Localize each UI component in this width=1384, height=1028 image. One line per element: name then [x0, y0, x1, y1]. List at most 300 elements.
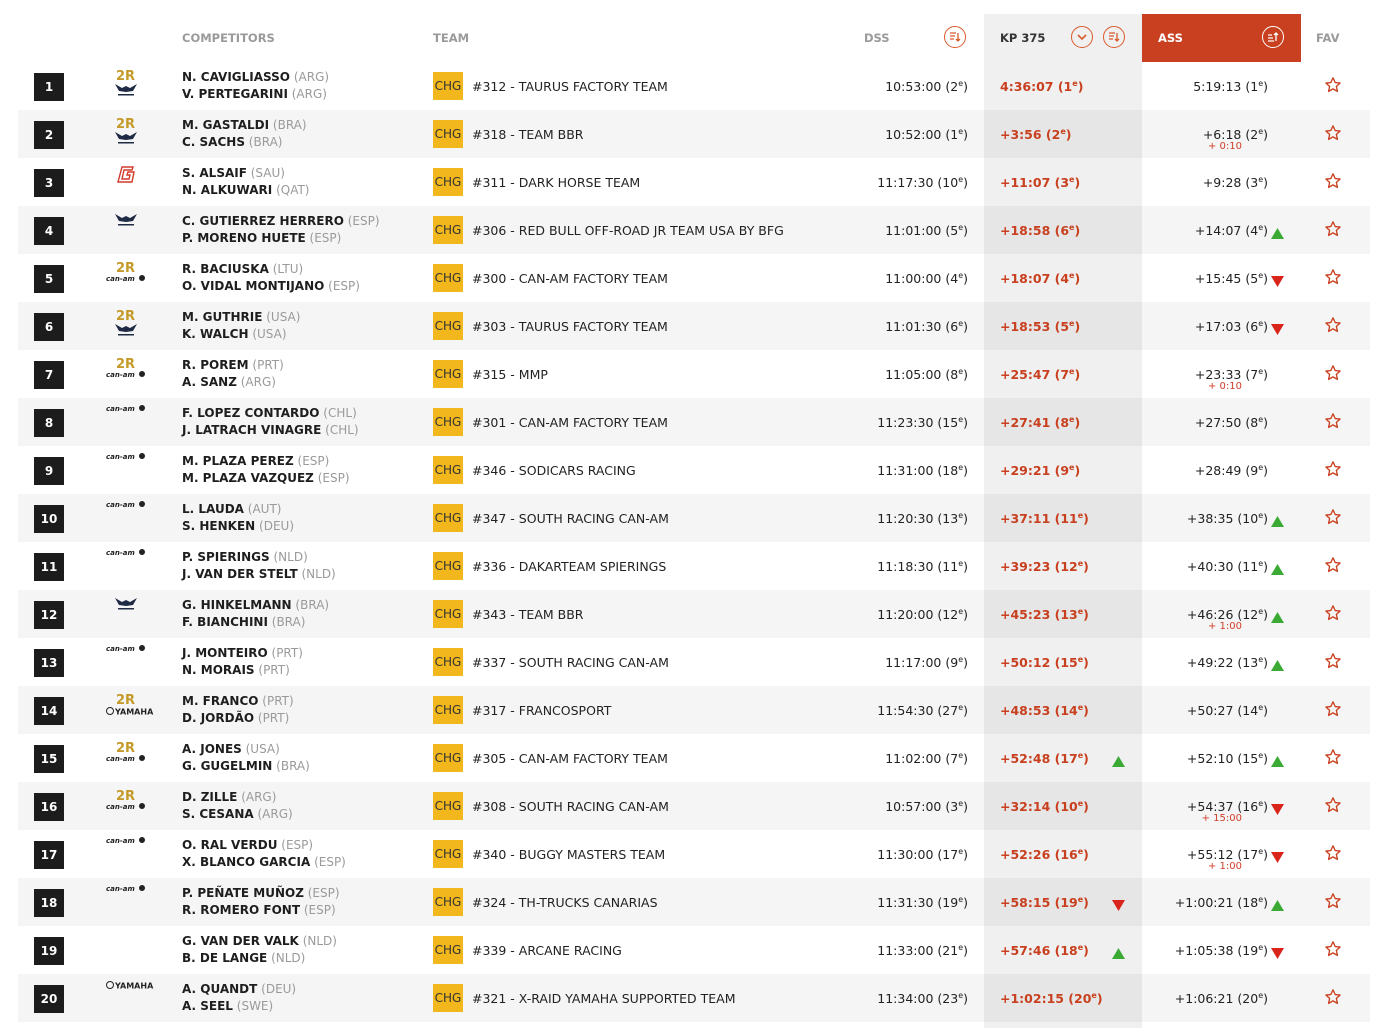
svg-text:can-am: can-am: [106, 453, 135, 461]
rank-suffix: e: [958, 703, 964, 712]
favorite-star-icon[interactable]: [1324, 652, 1342, 674]
rank-close: ): [963, 319, 968, 335]
class-badge: CHG: [433, 504, 463, 532]
codriver-name[interactable]: F. BIANCHINI: [182, 615, 268, 629]
team-logos: [106, 500, 142, 536]
codriver-name[interactable]: S. CESANA: [182, 807, 254, 821]
codriver-country: (BRA): [248, 135, 283, 149]
rank-suffix: e: [958, 463, 964, 472]
position-badge: 2: [34, 121, 64, 149]
svg-text:can-am: can-am: [106, 755, 135, 763]
driver-name[interactable]: P. PEÑATE MUÑOZ: [182, 886, 304, 900]
driver-name[interactable]: R. POREM: [182, 358, 249, 372]
dss-time: 10:57:00 (3e): [885, 799, 968, 815]
team-logos: [110, 596, 142, 632]
codriver-country: (ESP): [328, 279, 360, 293]
svg-text:YAMAHA: YAMAHA: [115, 981, 154, 991]
rank-close: ): [1083, 895, 1089, 911]
team-name[interactable]: #343 - TEAM BBR: [472, 607, 584, 622]
team-name[interactable]: #305 - CAN-AM FACTORY TEAM: [472, 751, 668, 766]
codriver-name[interactable]: S. HENKEN: [182, 519, 256, 533]
ass-trend-up-icon: [1271, 752, 1284, 771]
svg-text:can-am: can-am: [106, 275, 135, 283]
dss-time: 11:02:00 (7e): [885, 751, 968, 767]
rank-close: ): [963, 607, 968, 623]
svg-text:2R: 2R: [116, 261, 136, 276]
team-logos: [106, 452, 142, 488]
driver-country: (PRT): [271, 646, 303, 660]
codriver-line: [182, 614, 329, 631]
codriver-name[interactable]: R. ROMERO FONT: [182, 903, 301, 917]
position-badge: 7: [34, 361, 64, 389]
ass-time: +1:00:21 (18e): [1174, 895, 1268, 911]
team-logos: [110, 980, 154, 1016]
competitors-header: COMPETITORS: [182, 31, 275, 45]
table-row[interactable]: [18, 446, 1370, 494]
dss-time: 11:23:30 (15e): [877, 415, 968, 431]
driver-country: (BRA): [272, 118, 307, 132]
kp375-time: +18:53 (5e): [1000, 319, 1081, 335]
g-brand-logo-icon: [110, 164, 142, 184]
rank-close: ): [963, 463, 968, 479]
table-row[interactable]: [18, 494, 1370, 542]
ass-time: +54:37 (16e): [1186, 799, 1268, 815]
ass-trend-up-icon: [1271, 656, 1284, 675]
rank-close: ): [963, 847, 968, 863]
ass-time: +38:35 (10e): [1186, 511, 1268, 527]
rank-suffix: e: [1077, 559, 1084, 568]
dss-header[interactable]: DSS: [864, 31, 890, 45]
favorite-star-icon[interactable]: [1324, 844, 1342, 866]
dss-time: 11:00:00 (4e): [885, 271, 968, 287]
kp375-time: +48:53 (14e): [1000, 703, 1089, 719]
driver-name[interactable]: A. QUANDT: [182, 982, 258, 996]
2r-logo-icon: [110, 356, 142, 370]
codriver-name[interactable]: V. PERTEGARINI: [182, 87, 288, 101]
table-row[interactable]: [18, 686, 1370, 734]
position-badge: 10: [34, 505, 64, 533]
ass-time: +1:05:38 (19e): [1174, 943, 1268, 959]
crew-names: [182, 597, 329, 631]
kp375-time: +39:23 (12e): [1000, 559, 1089, 575]
team-logos: [106, 740, 142, 776]
driver-name[interactable]: M. FRANCO: [182, 694, 259, 708]
favorite-star-icon[interactable]: [1324, 700, 1342, 722]
kp375-time: +11:07 (3e): [1000, 175, 1081, 191]
rank-close: ): [1263, 175, 1268, 191]
ass-time: +14:07 (4e): [1194, 223, 1268, 239]
position-badge: 3: [34, 169, 64, 197]
position-badge: 11: [34, 553, 64, 581]
rank-suffix: e: [1069, 223, 1075, 232]
svg-text:can-am: can-am: [106, 371, 135, 379]
rank-suffix: e: [1258, 655, 1264, 664]
driver-line: [182, 69, 329, 86]
dss-time: 11:01:00 (5e): [885, 223, 968, 239]
rank-close: ): [1083, 607, 1089, 623]
team-name[interactable]: #317 - FRANCOSPORT: [472, 703, 612, 718]
team-name[interactable]: #303 - TAURUS FACTORY TEAM: [472, 319, 668, 334]
rank-close: ): [1263, 703, 1268, 719]
team-logos: [106, 260, 142, 296]
table-row[interactable]: [18, 542, 1370, 590]
class-badge: CHG: [433, 312, 463, 340]
driver-country: (PRT): [262, 694, 294, 708]
dss-sort-icon[interactable]: [944, 26, 966, 48]
codriver-line: [182, 710, 294, 727]
driver-name[interactable]: P. SPIERINGS: [182, 550, 270, 564]
driver-country: (AUT): [247, 502, 282, 516]
codriver-name[interactable]: O. VIDAL MONTIJANO: [182, 279, 325, 293]
team-name[interactable]: #300 - CAN-AM FACTORY TEAM: [472, 271, 668, 286]
table-row[interactable]: [18, 590, 1370, 638]
table-row[interactable]: [18, 734, 1370, 782]
2r-logo-icon: [110, 116, 142, 130]
table-row[interactable]: [18, 110, 1370, 158]
rank-close: ): [1263, 655, 1268, 671]
rank-suffix: e: [1069, 175, 1075, 184]
codriver-name[interactable]: J. VAN DER STELT: [182, 567, 298, 581]
driver-line: [182, 501, 294, 518]
rank-close: ): [1083, 559, 1089, 575]
driver-country: (USA): [245, 742, 280, 756]
rank-suffix: e: [1091, 991, 1097, 1000]
driver-line: [182, 357, 284, 374]
team-name[interactable]: #321 - X-RAID YAMAHA SUPPORTED TEAM: [472, 991, 736, 1006]
codriver-country: (ARG): [291, 87, 327, 101]
rank-suffix: e: [1258, 559, 1264, 568]
driver-line: [182, 549, 336, 566]
table-row[interactable]: [18, 302, 1370, 350]
crew-names: [182, 645, 303, 679]
favorite-star-icon[interactable]: [1324, 988, 1342, 1010]
codriver-name[interactable]: M. PLAZA VAZQUEZ: [182, 471, 314, 485]
codriver-line: [182, 86, 329, 103]
dss-time: 11:20:00 (12e): [877, 607, 968, 623]
driver-name[interactable]: M. GASTALDI: [182, 118, 270, 132]
kp375-time: +58:15 (19e): [1000, 895, 1089, 911]
rank-suffix: e: [1258, 223, 1264, 232]
ass-header[interactable]: ASS: [1158, 31, 1183, 45]
codriver-country: (ESP): [317, 471, 350, 485]
position-badge: 1: [34, 73, 64, 101]
rank-suffix: e: [1069, 271, 1075, 280]
position-badge: 9: [34, 457, 64, 485]
rank-suffix: e: [958, 991, 964, 1000]
favorite-star-icon[interactable]: [1324, 940, 1342, 962]
codriver-name[interactable]: P. MORENO HUETE: [182, 231, 306, 245]
team-name[interactable]: #301 - CAN-AM FACTORY TEAM: [472, 415, 668, 430]
fav-header: FAV: [1316, 31, 1340, 45]
rank-close: ): [1263, 799, 1268, 815]
table-row[interactable]: [18, 926, 1370, 974]
rank-close: ): [1083, 703, 1089, 719]
kp375-time: +52:26 (16e): [1000, 847, 1089, 863]
crew-names: [182, 213, 380, 247]
crew-names: [182, 693, 294, 727]
ass-trend-up-icon: [1271, 608, 1284, 627]
favorite-star-icon[interactable]: [1324, 604, 1342, 626]
rank-suffix: e: [1077, 847, 1084, 856]
table-row[interactable]: [18, 206, 1370, 254]
class-badge: CHG: [433, 744, 463, 772]
favorite-star-icon[interactable]: [1324, 460, 1342, 482]
rank-close: ): [963, 943, 968, 959]
dss-time: 11:17:00 (9e): [885, 655, 968, 671]
table-row[interactable]: [18, 254, 1370, 302]
codriver-name[interactable]: N. MORAIS: [182, 663, 255, 677]
svg-text:2R: 2R: [116, 309, 136, 324]
rank-close: ): [1263, 271, 1268, 287]
driver-name[interactable]: A. JONES: [182, 742, 242, 756]
team-name[interactable]: #308 - SOUTH RACING CAN-AM: [472, 799, 669, 814]
rank-close: ): [1263, 943, 1268, 959]
rank-suffix: e: [958, 319, 964, 328]
dss-time: 11:33:00 (21e): [877, 943, 968, 959]
favorite-star-icon[interactable]: [1324, 172, 1342, 194]
class-badge: CHG: [433, 888, 463, 916]
ass-time: +6:18 (2e): [1202, 127, 1268, 143]
driver-name[interactable]: F. LOPEZ CONTARDO: [182, 406, 320, 420]
codriver-line: [182, 278, 360, 295]
driver-country: (ESP): [347, 214, 380, 228]
table-row[interactable]: [18, 158, 1370, 206]
table-row[interactable]: [18, 638, 1370, 686]
favorite-star-icon[interactable]: [1324, 124, 1342, 146]
ass-time: +55:12 (17e): [1186, 847, 1268, 863]
rank-suffix: e: [958, 127, 964, 136]
driver-line: [182, 597, 329, 614]
rank-suffix: e: [1077, 799, 1084, 808]
rank-suffix: e: [958, 751, 964, 760]
driver-line: [182, 117, 307, 134]
rank-suffix: e: [1072, 79, 1078, 88]
driver-line: [182, 789, 293, 806]
rank-suffix: e: [1258, 991, 1264, 1000]
rank-close: ): [963, 703, 968, 719]
driver-name[interactable]: G. VAN DER VALK: [182, 934, 299, 948]
codriver-line: [182, 374, 284, 391]
team-name[interactable]: #312 - TAURUS FACTORY TEAM: [472, 79, 668, 94]
team-name[interactable]: #340 - BUGGY MASTERS TEAM: [472, 847, 666, 862]
ass-trend-down-icon: [1271, 848, 1284, 867]
position-badge: 6: [34, 313, 64, 341]
favorite-star-icon[interactable]: [1324, 556, 1342, 578]
driver-name[interactable]: R. BACIUSKA: [182, 262, 269, 276]
favorite-star-icon[interactable]: [1324, 412, 1342, 434]
driver-country: (DEU): [261, 982, 297, 996]
driver-line: [182, 165, 309, 182]
codriver-name[interactable]: K. WALCH: [182, 327, 249, 341]
codriver-country: (SWE): [236, 999, 274, 1013]
driver-line: [182, 693, 294, 710]
class-badge: CHG: [433, 408, 463, 436]
driver-name[interactable]: L. LAUDA: [182, 502, 244, 516]
driver-name[interactable]: D. ZILLE: [182, 790, 238, 804]
team-name[interactable]: #318 - TEAM BBR: [472, 127, 584, 142]
team-name[interactable]: #311 - DARK HORSE TEAM: [472, 175, 641, 190]
rank-close: ): [1263, 511, 1268, 527]
svg-text:2R: 2R: [116, 357, 136, 372]
rank-suffix: e: [1258, 271, 1264, 280]
rank-close: ): [1263, 415, 1268, 431]
favorite-star-icon[interactable]: [1324, 508, 1342, 530]
rank-close: ): [963, 991, 968, 1007]
favorite-star-icon[interactable]: [1324, 748, 1342, 770]
taurus-logo-icon: [110, 322, 142, 337]
driver-line: [182, 261, 360, 278]
ass-sort-icon[interactable]: [1262, 26, 1284, 48]
rank-suffix: e: [958, 367, 964, 376]
ass-trend-down-icon: [1271, 800, 1284, 819]
rank-suffix: e: [958, 415, 964, 424]
driver-name[interactable]: C. GUTIERREZ HERRERO: [182, 214, 344, 228]
rank-suffix: e: [1077, 895, 1084, 904]
rank-suffix: e: [1258, 415, 1264, 424]
team-name[interactable]: #337 - SOUTH RACING CAN-AM: [472, 655, 669, 670]
codriver-country: (ESP): [303, 903, 336, 917]
driver-name[interactable]: N. CAVIGLIASSO: [182, 70, 291, 84]
crew-names: [182, 357, 284, 391]
table-row[interactable]: [18, 974, 1370, 1022]
rank-close: ): [1074, 223, 1081, 239]
penalty-time: + 1:00: [1207, 861, 1242, 872]
rank-suffix: e: [1069, 463, 1075, 472]
rank-close: ): [1263, 127, 1268, 143]
codriver-name[interactable]: A. SEEL: [182, 999, 233, 1013]
table-row[interactable]: [18, 878, 1370, 926]
table-row[interactable]: [18, 62, 1370, 110]
rank-suffix: e: [1258, 127, 1264, 136]
codriver-name[interactable]: D. JORDÃO: [182, 711, 255, 725]
svg-text:can-am: can-am: [106, 837, 135, 845]
class-badge: CHG: [433, 696, 463, 724]
driver-name[interactable]: S. ALSAIF: [182, 166, 247, 180]
rank-close: ): [1083, 511, 1089, 527]
table-row[interactable]: [18, 782, 1370, 830]
chevron-down-icon[interactable]: [1071, 26, 1093, 48]
favorite-star-icon[interactable]: [1324, 76, 1342, 98]
team-logos: [110, 164, 142, 200]
codriver-name[interactable]: B. DE LANGE: [182, 951, 268, 965]
driver-name[interactable]: G. HINKELMANN: [182, 598, 292, 612]
driver-line: [182, 309, 300, 326]
kp375-sort-icon[interactable]: [1103, 26, 1125, 48]
team-logos: [106, 548, 142, 584]
rank-suffix: e: [1258, 799, 1264, 808]
codriver-name[interactable]: A. SANZ: [182, 375, 237, 389]
crew-names: [182, 789, 293, 823]
codriver-name[interactable]: C. SACHS: [182, 135, 245, 149]
favorite-star-icon[interactable]: [1324, 796, 1342, 818]
driver-name[interactable]: J. MONTEIRO: [182, 646, 268, 660]
codriver-name[interactable]: X. BLANCO GARCIA: [182, 855, 311, 869]
position-badge: 15: [34, 745, 64, 773]
codriver-name[interactable]: N. ALKUWARI: [182, 183, 273, 197]
crew-names: [182, 741, 310, 775]
position-badge: 4: [34, 217, 64, 245]
favorite-star-icon[interactable]: [1324, 892, 1342, 914]
codriver-country: (BRA): [276, 759, 310, 773]
team-name[interactable]: #339 - ARCANE RACING: [472, 943, 622, 958]
class-badge: CHG: [433, 168, 463, 196]
table-row[interactable]: [18, 830, 1370, 878]
dss-time: 11:20:30 (13e): [877, 511, 968, 527]
codriver-line: [182, 902, 340, 919]
rank-suffix: e: [958, 511, 964, 520]
driver-name[interactable]: O. RAL VERDU: [182, 838, 278, 852]
rank-suffix: e: [958, 799, 964, 808]
kp375-header[interactable]: KP 375: [1000, 31, 1046, 45]
position-badge: 8: [34, 409, 64, 437]
crew-names: [182, 453, 350, 487]
ass-time: +50:27 (14e): [1186, 703, 1268, 719]
crew-names: [182, 165, 309, 199]
codriver-line: [182, 854, 346, 871]
table-row[interactable]: [18, 398, 1370, 446]
rank-close: ): [1263, 991, 1268, 1007]
codriver-country: (ARG): [257, 807, 293, 821]
driver-name[interactable]: M. GUTHRIE: [182, 310, 263, 324]
driver-name[interactable]: M. PLAZA PEREZ: [182, 454, 294, 468]
favorite-star-icon[interactable]: [1324, 316, 1342, 338]
crew-names: [182, 261, 360, 295]
rank-close: ): [1263, 607, 1268, 623]
team-name[interactable]: #306 - RED BULL OFF-ROAD JR TEAM USA BY BFG: [472, 223, 784, 238]
class-badge: CHG: [433, 72, 463, 100]
svg-text:can-am: can-am: [106, 885, 135, 893]
rank-suffix: e: [1258, 703, 1264, 712]
team-name[interactable]: #346 - SODICARS RACING: [472, 463, 636, 478]
favorite-star-icon[interactable]: [1324, 364, 1342, 386]
svg-text:can-am: can-am: [106, 405, 135, 413]
2r-logo-icon: [110, 692, 142, 706]
class-badge: CHG: [433, 648, 463, 676]
yamaha-logo-icon: [110, 706, 154, 717]
rank-close: ): [963, 79, 968, 95]
rank-close: ): [1096, 991, 1103, 1007]
team-logos: [110, 692, 154, 728]
2r-logo-icon: [110, 68, 142, 82]
driver-country: (SAU): [250, 166, 285, 180]
kp375-time: +18:07 (4e): [1000, 271, 1081, 287]
rank-suffix: e: [958, 847, 964, 856]
team-name[interactable]: #315 - MMP: [472, 367, 548, 382]
team-name[interactable]: #336 - DAKARTEAM SPIERINGS: [472, 559, 667, 574]
rank-suffix: e: [1258, 943, 1264, 952]
ass-time: +52:10 (15e): [1186, 751, 1268, 767]
ass-time: +40:30 (11e): [1186, 559, 1268, 575]
codriver-name[interactable]: G. GUGELMIN: [182, 759, 273, 773]
class-badge: CHG: [433, 792, 463, 820]
favorite-star-icon[interactable]: [1324, 220, 1342, 242]
rank-close: ): [963, 751, 968, 767]
svg-text:2R: 2R: [116, 741, 136, 756]
codriver-name[interactable]: J. LATRACH VINAGRE: [182, 423, 322, 437]
can-am-logo-icon: [106, 452, 142, 461]
team-name[interactable]: #324 - TH-TRUCKS CANARIAS: [472, 895, 658, 910]
rank-suffix: e: [1060, 127, 1066, 136]
class-badge: CHG: [433, 360, 463, 388]
rank-close: ): [1083, 751, 1089, 767]
table-row[interactable]: [18, 350, 1370, 398]
favorite-star-icon[interactable]: [1324, 268, 1342, 290]
team-name[interactable]: #347 - SOUTH RACING CAN-AM: [472, 511, 669, 526]
team-header: TEAM: [433, 31, 470, 45]
position-badge: 14: [34, 697, 64, 725]
rank-close: ): [1263, 895, 1268, 911]
can-am-logo-icon: [106, 884, 142, 893]
